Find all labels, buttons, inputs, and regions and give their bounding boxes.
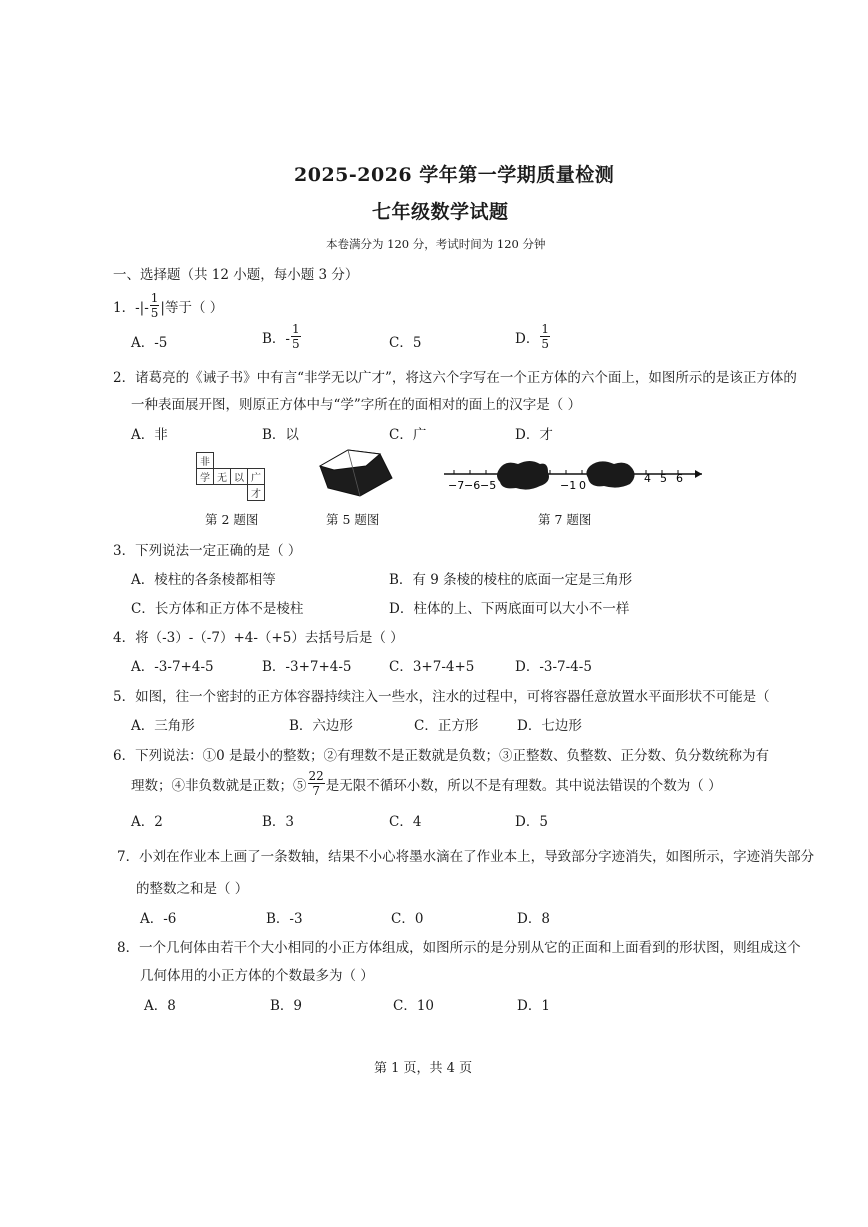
- q1-stem-prefix: 1．-|-: [113, 299, 149, 316]
- numline-label-neg5: −5: [480, 479, 497, 492]
- numline-label-neg7: −7: [448, 479, 465, 492]
- net-face-1: 非: [197, 453, 214, 469]
- figure-7-caption: 第 7 题图: [538, 512, 592, 527]
- q6-line1: 6．下列说法：①0 是最小的整数；②有理数不是正数就是负数；③正整数、负整数、正分数、负分数统称为有: [113, 748, 769, 764]
- q8-option-d: D．1: [517, 998, 550, 1014]
- q5-stem: 5．如图，往一个密封的正方体容器持续注入一些水，注水的过程中，可将容器任意放置水平面形状不可能是（: [113, 689, 770, 705]
- q1-option-c: C．5: [389, 335, 422, 351]
- q5-option-d: D．七边形: [517, 718, 582, 734]
- q7-option-a: A．-6: [140, 911, 177, 927]
- q8-option-c: C．10: [393, 998, 435, 1014]
- q1-option-d-prefix: D．: [515, 330, 540, 347]
- q5-option-a: A．三角形: [131, 718, 195, 734]
- q1-option-b-num: 1: [291, 322, 300, 336]
- q4-option-c: C．3+7-4+5: [389, 659, 475, 675]
- q1-option-b-prefix: B．-: [262, 330, 290, 347]
- q1-option-d-fraction: [540, 323, 550, 350]
- net-face-3: 无: [214, 469, 231, 485]
- q6-line2-suffix: 是无限不循环小数，所以不是有理数。其中说法错误的个数为（ ）: [325, 777, 722, 794]
- exam-title: 2025-2026 学年第一学期质量检测: [294, 164, 615, 186]
- figure-2-caption: 第 2 题图: [205, 512, 259, 527]
- q6-option-d: D．5: [515, 814, 548, 830]
- q6-option-b: B．3: [262, 814, 295, 830]
- numline-label-0: 0: [579, 479, 586, 492]
- q7-option-b: B．-3: [266, 911, 303, 927]
- q8-option-a: A．8: [144, 998, 176, 1014]
- net-face-2: 学: [197, 469, 214, 485]
- cube-net: [196, 452, 265, 501]
- exam-subtitle: 七年级数学试题: [372, 201, 509, 223]
- q3-option-a: A．棱柱的各条棱都相等: [131, 572, 276, 588]
- q4-option-d: D．-3-7-4-5: [515, 659, 592, 675]
- figure-5-caption: 第 5 题图: [326, 512, 380, 527]
- q1-option-a: A．-5: [131, 335, 168, 351]
- q4-stem: 4．将（-3）-（-7）+4-（+5）去括号后是（ ）: [113, 630, 404, 646]
- number-line-figure: [440, 456, 706, 496]
- q8-line1: 8．一个几何体由若干个大小相同的小正方体组成，如图所示的是分别从它的正面和上面看到的形状图，则组成这个: [117, 940, 801, 956]
- q3-stem: 3．下列说法一定正确的是（ ）: [113, 543, 302, 559]
- q3-option-c: C．长方体和正方体不是棱柱: [131, 601, 304, 617]
- numline-label-neg1: −1: [560, 479, 577, 492]
- q6-frac-num: 22: [308, 769, 324, 783]
- numline-label-4: 4: [644, 472, 651, 485]
- cube-water-figure: [310, 444, 400, 504]
- q2-option-a: A．非: [131, 427, 168, 443]
- q1-stem-suffix: |等于（ ）: [160, 299, 224, 316]
- q8-option-b: B．9: [270, 998, 303, 1014]
- q1-option-b: [262, 323, 302, 350]
- q6-fraction: [308, 770, 325, 797]
- cube-net-figure: [196, 452, 265, 501]
- q6-line2-prefix: 理数；④非负数就是正数；⑤: [131, 777, 307, 794]
- section-heading: 一、选择题（共 12 小题，每小题 3 分）: [113, 267, 359, 283]
- q2-option-d: D．才: [515, 427, 553, 443]
- q1-stem: [113, 292, 223, 319]
- q6-option-a: A．2: [131, 814, 163, 830]
- q4-option-b: B．-3+7+4-5: [262, 659, 352, 675]
- number-line-arrow: [695, 470, 702, 478]
- q2-option-c: C．广: [389, 427, 427, 443]
- net-face-5: 广: [248, 469, 265, 485]
- q8-line2: 几何体用的小正方体的个数最多为（ ）: [140, 968, 374, 984]
- numline-label-5: 5: [660, 472, 667, 485]
- q1-option-d: [515, 323, 551, 350]
- q1-option-d-den: 5: [541, 337, 549, 351]
- net-face-4: 以: [231, 469, 248, 485]
- q4-option-a: A．-3-7+4-5: [131, 659, 214, 675]
- q2-line1: 2．诸葛亮的《诫子书》中有言“非学无以广才”，将这六个字写在一个正方体的六个面上，如图所示的是该正方体的: [113, 370, 797, 386]
- q1-frac-num: 1: [150, 291, 159, 305]
- q7-option-d: D．8: [517, 911, 550, 927]
- q7-option-c: C．0: [391, 911, 424, 927]
- ink-blot-left: [497, 461, 549, 490]
- numline-label-6: 6: [676, 472, 683, 485]
- q2-line2: 一种表面展开图，则原正方体中与“学”字所在的面相对的面上的汉字是（ ）: [131, 397, 582, 413]
- q7-line1: 7．小刘在作业本上画了一条数轴，结果不小心将墨水滴在了作业本上，导致部分字迹消失，如图所示，字迹消失部分: [117, 849, 815, 865]
- q1-option-b-den: 5: [291, 337, 300, 351]
- q1-fraction: [150, 292, 160, 319]
- page-footer: 第 1 页，共 4 页: [374, 1061, 473, 1076]
- q2-option-b: B．以: [262, 427, 299, 443]
- q3-option-d: D．柱体的上、下两底面可以大小不一样: [389, 601, 630, 617]
- q3-option-b: B．有 9 条棱的棱柱的底面一定是三角形: [389, 572, 633, 588]
- q6-frac-den: 7: [312, 784, 320, 798]
- exam-note: 本卷满分为 120 分，考试时间为 120 分钟: [326, 237, 546, 251]
- q6-option-c: C．4: [389, 814, 422, 830]
- net-face-6: 才: [248, 485, 265, 501]
- q1-option-b-fraction: [291, 323, 301, 350]
- numline-label-neg6: −6: [464, 479, 481, 492]
- q1-option-d-num: 1: [541, 322, 549, 336]
- q5-option-b: B．六边形: [289, 718, 353, 734]
- ink-blot-right: [586, 461, 634, 487]
- q1-frac-den: 5: [150, 306, 159, 320]
- q6-line2: [131, 770, 722, 797]
- q5-option-c: C．正方形: [414, 718, 479, 734]
- q7-line2: 的整数之和是（ ）: [136, 881, 249, 897]
